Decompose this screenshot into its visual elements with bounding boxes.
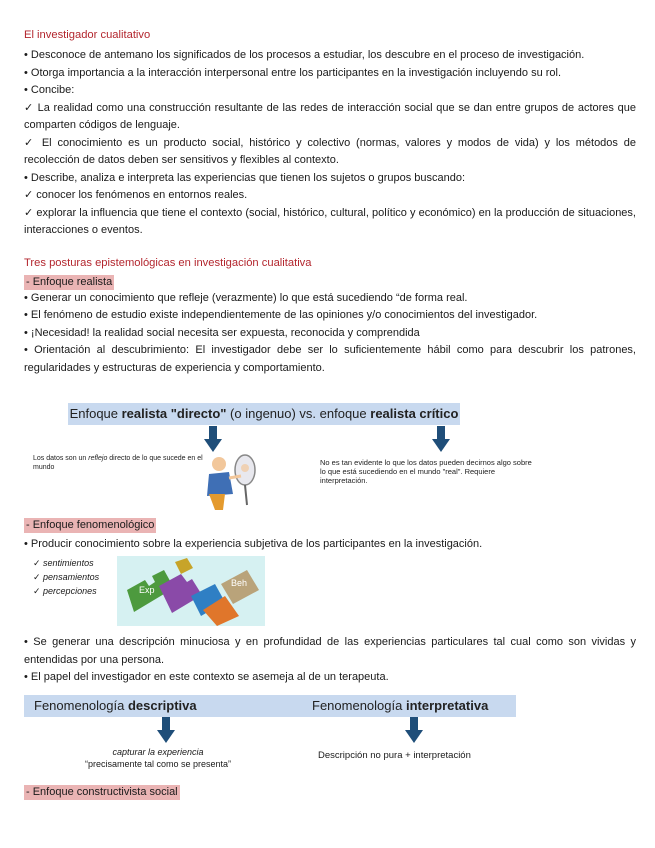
check-item-sentimientos: ✓ sentimientos — [33, 558, 94, 568]
paragraph-line: • Se generar una descripción minuciosa y en profundidad de las experiencias particulares tal cual como son vividas y entendidas por una persona. — [24, 636, 636, 666]
paragraph-line: • El papel del investigador en este contexto se asemeja al de un terapeuta. — [24, 671, 389, 683]
realista-directo-caption: Los datos son un reflejo directo de lo que sucede en el mundo — [33, 455, 203, 471]
paragraph-line: • ¡Necesidad! la realidad social necesita ser expuesta, reconocida y comprendida — [24, 326, 420, 339]
paragraph-line: • Producir conocimiento sobre la experiencia subjetiva de los participantes en la investigación. — [24, 538, 483, 550]
puzzle-word-exp: Exp — [139, 585, 155, 595]
realista-critico-caption: No es tan evidente lo que los datos pueden decirnos algo sobre lo que está sucediendo en el mundo "real". Requiere interpretación. — [320, 458, 532, 485]
paragraph-line: • Orientación al descubrimiento: El investigador debe ser lo suficientemente hábil como para descubrir los patrones, regularidades y estructuras de experiencia y comportamiento. — [24, 344, 636, 374]
paragraph-line: • Describe, analiza e interpreta las experiencias que tienen los sujetos o grupos buscando: — [24, 171, 466, 184]
paragraph-line: ✓ conocer los fenómenos en entornos reales. — [24, 189, 248, 201]
paragraph-line: • Desconoce de antemano los significados de los procesos a estudiar, los descubre en el proceso de investigación. — [24, 49, 585, 61]
down-arrow-icon — [405, 717, 423, 743]
puzzle-pieces-illustration — [117, 556, 265, 626]
section-heading-investigador: El investigador cualitativo — [24, 29, 151, 41]
fenomenologia-comparison-banner — [24, 695, 516, 717]
document-page — [24, 20, 636, 377]
paragraph-line: • Generar un conocimiento que refleje (verazmente) lo que está sucediendo “de forma real. — [24, 291, 468, 304]
check-item-pensamientos: ✓ pensamientos — [33, 572, 100, 582]
check-item-percepciones: ✓ percepciones — [33, 586, 97, 596]
enfoque-fenomenologico-label: - Enfoque fenomenológico — [26, 519, 155, 531]
paragraph-line: ✓ La realidad como una construcción resultante de las redes de interacción social que se dan entre grupos de actores que comparten códigos de lenguaje. — [24, 101, 636, 131]
enfoque-realista-label: - Enfoque realista — [26, 275, 113, 288]
mirror-reflection-illustration — [197, 450, 265, 512]
realista-comparison-banner: Enfoque realista "directo" (o ingenuo) vs. enfoque realista crítico — [68, 403, 460, 425]
fenomenologico-checklist — [33, 556, 99, 598]
paragraph-line: ✓ explorar la influencia que tiene el contexto (social, histórico, cultural, político y económico) en la producción de situaciones, interacciones o eventos. — [24, 206, 636, 236]
fenomenologico-paragraphs — [24, 634, 636, 687]
fenomenologia-interpretativa-title: Fenomenología interpretativa — [312, 698, 489, 713]
interpretativa-caption: Descripción no pura + interpretación — [318, 750, 471, 761]
paragraph-line: • El fenómeno de estudio existe independientemente de las opiniones y/o conocimientos del investigador. — [24, 309, 538, 321]
enfoque-constructivista-label: - Enfoque constructivista social — [26, 786, 178, 798]
puzzle-word-beh: Beh — [231, 578, 248, 588]
paragraph-line: • Concibe: — [24, 84, 75, 96]
fenomenologia-descriptiva-title: Fenomenología descriptiva — [34, 698, 197, 713]
descriptiva-caption: capturar la experiencia “precisamente tal como se presenta” — [84, 747, 232, 769]
down-arrow-icon — [204, 426, 222, 452]
down-arrow-icon — [432, 426, 450, 452]
paragraph-line: • Otorga importancia a la interacción interpersonal entre los participantes en la investigación incluyendo su rol. — [24, 66, 562, 79]
section-heading-posturas: Tres posturas epistemológicas en investigación cualitativa — [24, 256, 312, 269]
paragraph-line: ✓ El conocimiento es un producto social, histórico y colectivo (normas, valores y modos de vida) y los métodos de recolección de datos deben ser sensitivos y flexibles al contexto. — [24, 136, 636, 166]
down-arrow-icon — [157, 717, 175, 743]
